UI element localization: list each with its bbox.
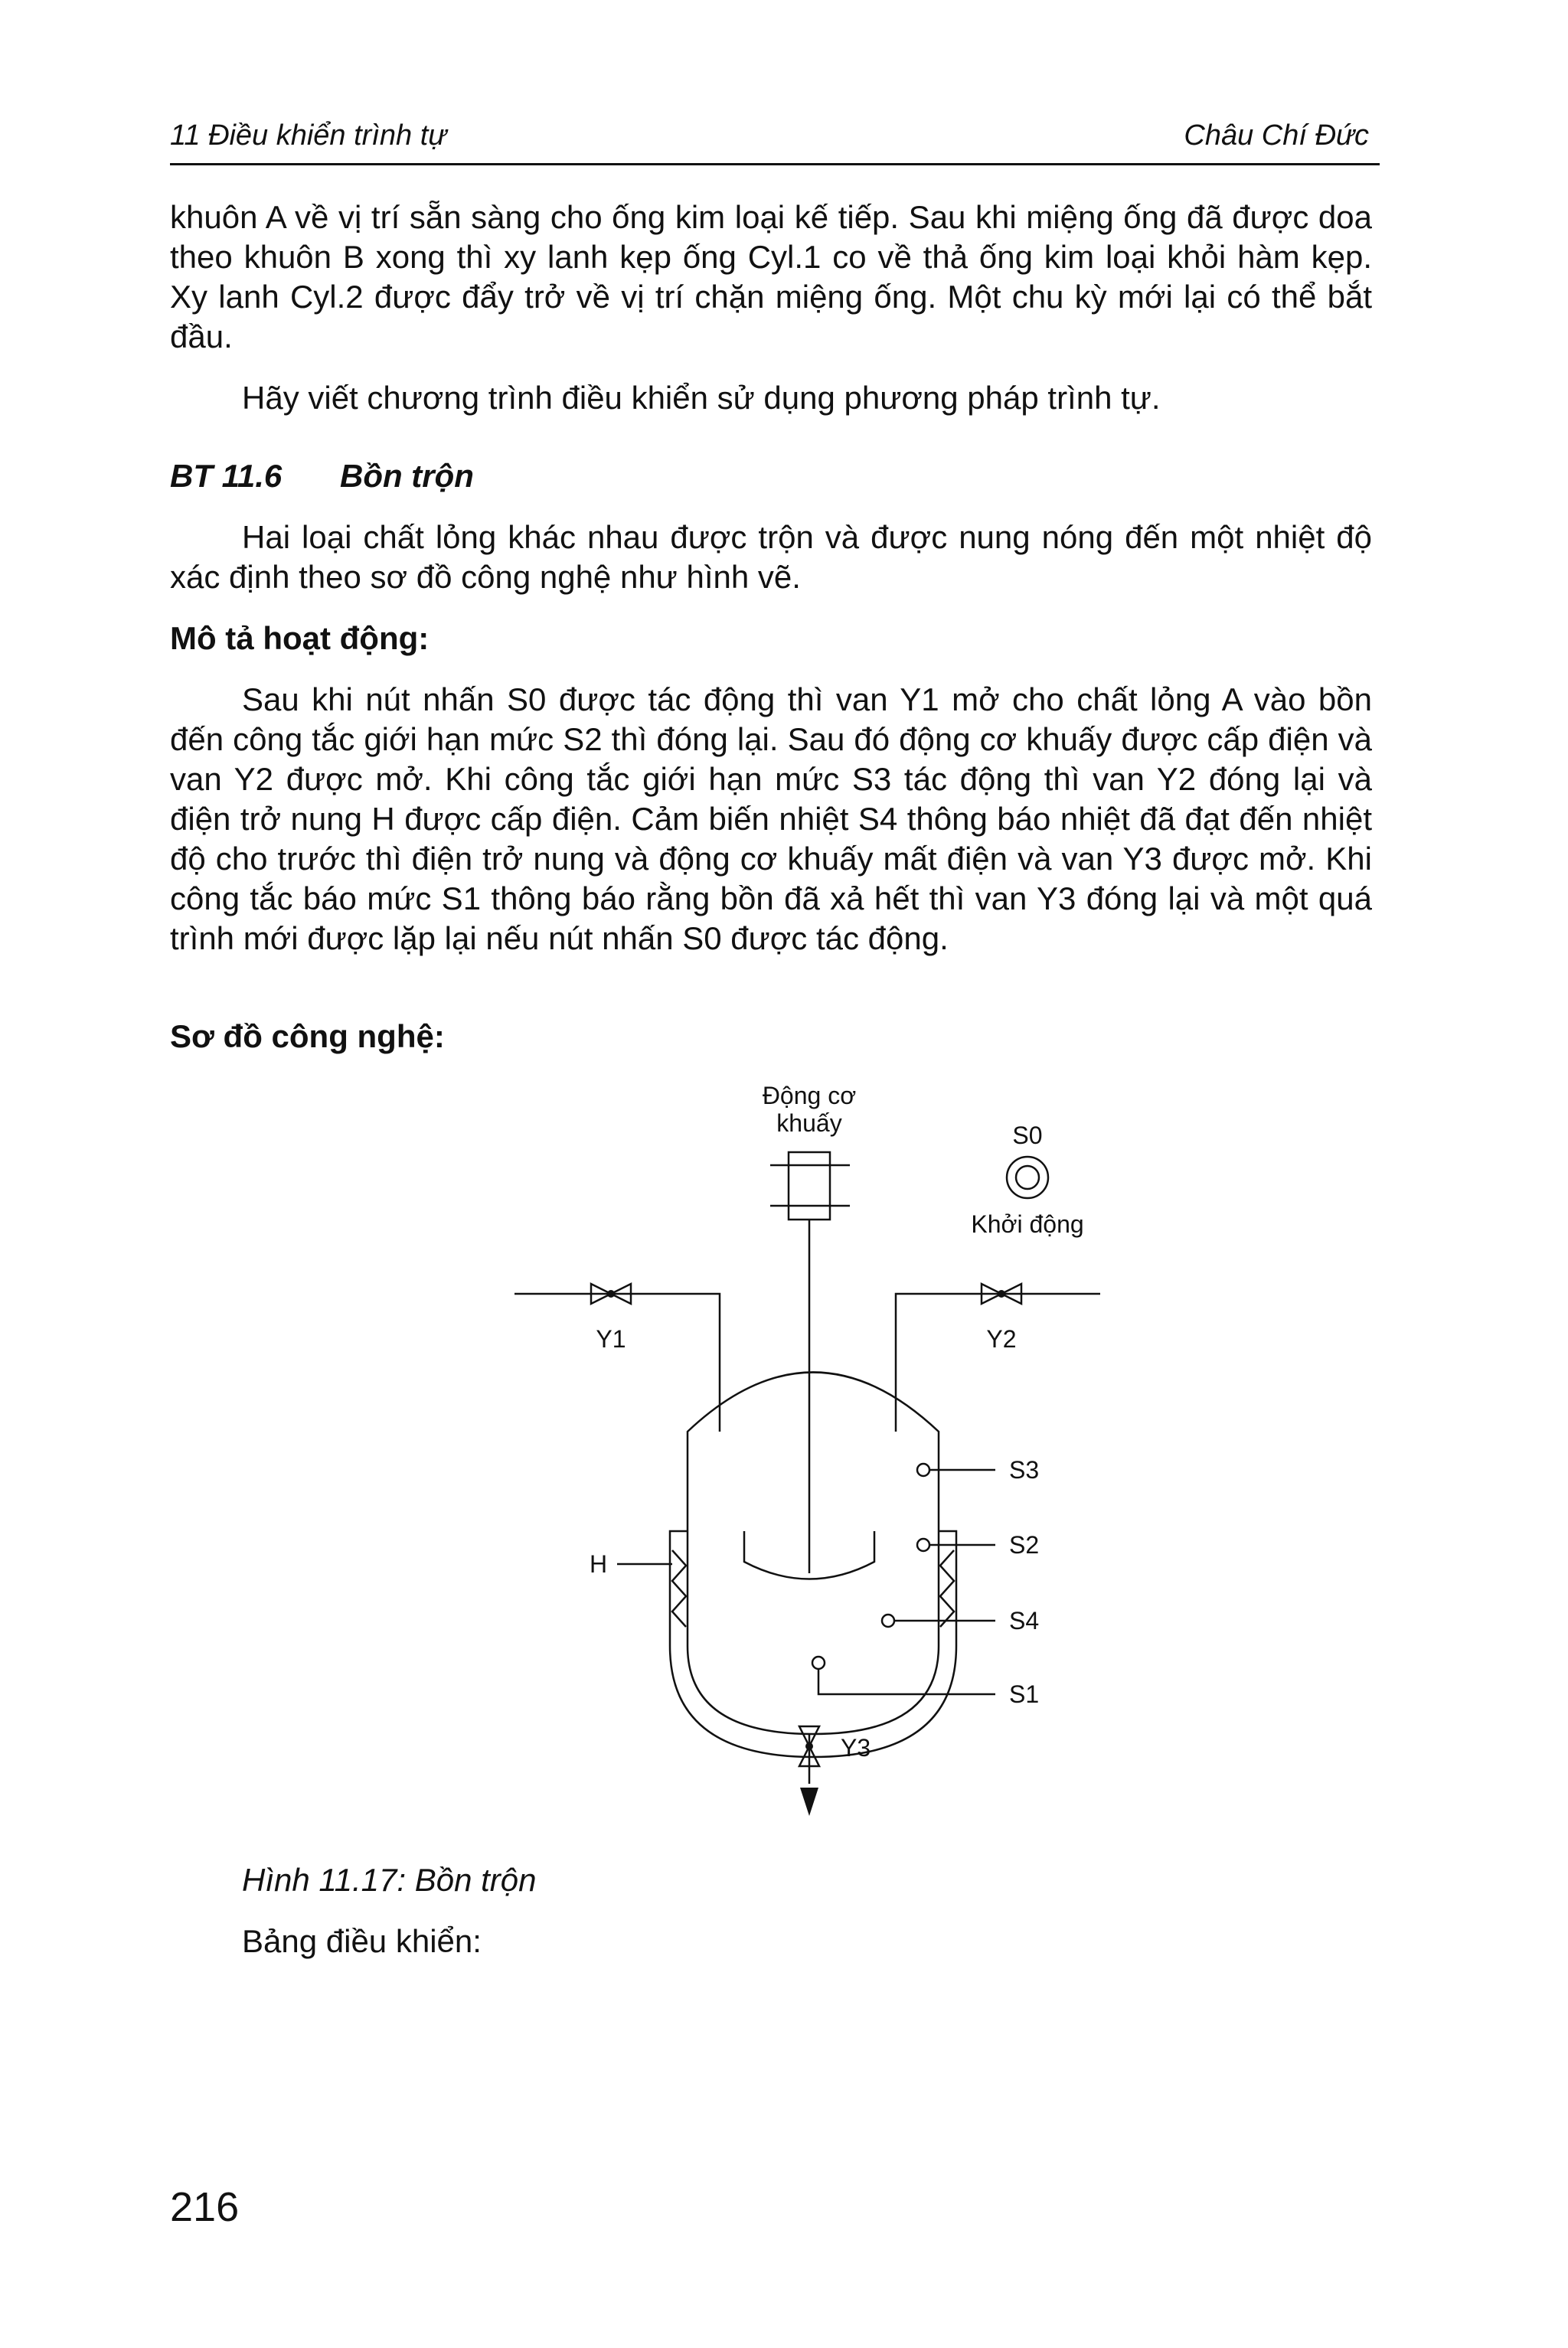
heating-jacket (670, 1531, 956, 1757)
outlet-arrow (800, 1788, 818, 1816)
sensor-s2 (917, 1539, 929, 1551)
control-panel-label: Bảng điều khiển: (242, 1923, 482, 1959)
sensor-s4 (882, 1615, 894, 1627)
sensor-s1 (812, 1657, 825, 1669)
s0-label: S0 (1012, 1122, 1043, 1149)
figure-caption: Hình 11.17: Bồn trộn (242, 1862, 537, 1898)
h-label: H (590, 1550, 608, 1578)
diagram-heading: Sơ đồ công nghệ: (170, 1018, 445, 1054)
motor-label-line1: Động cơ (762, 1082, 857, 1109)
exercise-title: Bồn trộn (340, 458, 474, 494)
start-button-inner (1016, 1166, 1039, 1189)
inlet-pipe-b (896, 1294, 1100, 1432)
y1-label: Y1 (596, 1325, 626, 1353)
motor-body (789, 1152, 830, 1220)
s4-label: S4 (1009, 1607, 1040, 1634)
paragraph-intro: Hai loại chất lỏng khác nhau được trộn và được nung nóng đến một nhiệt độ xác định theo sơ đồ công nghệ như hình vẽ. (170, 519, 1372, 595)
start-label: Khởi động (971, 1210, 1084, 1238)
paragraph-operation: Sau khi nút nhấn S0 được tác động thì van Y1 mở cho chất lỏng A vào bồn đến công tắc giới hạn mức S2 thì đóng lại. Sau đó động cơ khuấy được cấp điện và van Y2 được mở. Khi công tắc giới hạn mức S3 tác động thì van Y2 đóng lại và điện trở nung H được cấp điện. Cảm biến nhiệt S4 thông báo nhiệt đã đạt đến nhiệt độ cho trước thì điện trở nung và động cơ khuấy mất điện và van Y3 được mở. Khi công tắc báo mức S1 thông báo rằng bồn đã xả hết thì van Y3 đóng lại và một quá trình mới được lặp lại nếu nút nhấn S0 được tác động. (170, 681, 1372, 956)
s3-label: S3 (1009, 1456, 1040, 1484)
exercise-number: BT 11.6 (170, 458, 283, 494)
sensor-s3 (917, 1464, 929, 1476)
chapter-title: 11 Điều khiển trình tự (170, 119, 447, 152)
heater-coil-left (672, 1550, 686, 1627)
inlet-pipe-a (514, 1294, 720, 1432)
author-name: Châu Chí Đức (1184, 119, 1369, 152)
y3-label: Y3 (841, 1734, 871, 1762)
tank-body (688, 1373, 939, 1735)
operation-heading: Mô tả hoạt động: (170, 620, 430, 656)
s2-label: S2 (1009, 1531, 1040, 1559)
motor-label-line2: khuấy (776, 1109, 842, 1137)
y2-label: Y2 (986, 1325, 1017, 1353)
s1-label: S1 (1009, 1680, 1040, 1708)
page-number: 216 (170, 2184, 240, 2230)
start-button-outer (1007, 1157, 1048, 1198)
paragraph-continuation: khuôn A về vị trí sẵn sàng cho ống kim loại kế tiếp. Sau khi miệng ống đã được doa theo khuôn B xong thì xy lanh kẹp ống Cyl.1 co về thả ống kim loại khỏi hàm kẹp. Xy lanh Cyl.2 được đẩy trở về vị trí chặn miệng ống. Một chu kỳ mới lại có thể bắt đầu. (170, 199, 1372, 354)
heater-coil-right (940, 1550, 954, 1627)
paragraph-task: Hãy viết chương trình điều khiển sử dụng phương pháp trình tự. (242, 380, 1161, 416)
